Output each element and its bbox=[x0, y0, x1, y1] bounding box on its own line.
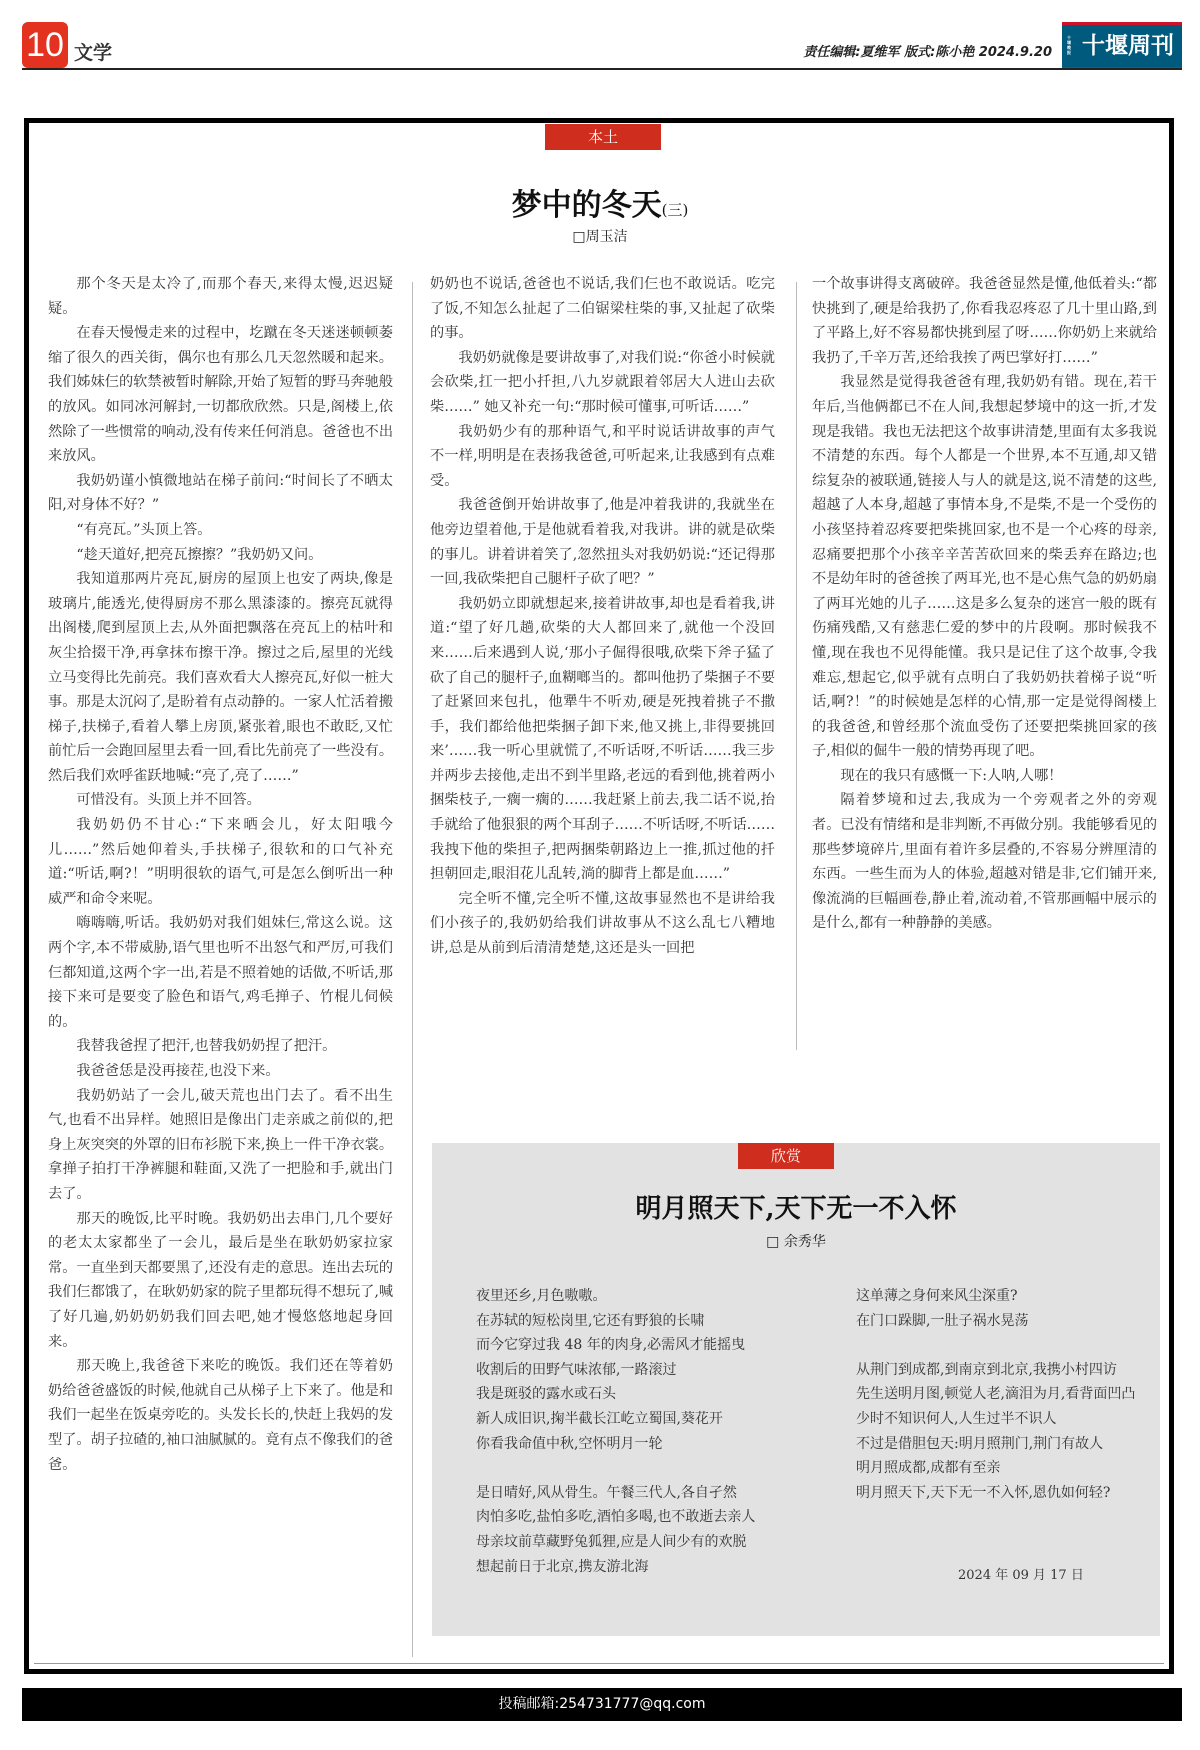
paragraph: 我爸爸倒开始讲故事了,他是冲着我讲的,我就坐在他旁边望着他,于是他就看着我,对我讲。讲的就是砍柴的事儿。讲着讲着笑了,忽然扭头对我奶奶说:“还记得那一回,我砍柴把自己腿杆子砍了吧？” bbox=[430, 497, 775, 588]
poem-line: 这单薄之身何来风尘深重? bbox=[856, 1288, 1018, 1304]
poem-line: 在门口跺脚,一肚子祸水晃荡 bbox=[856, 1312, 1029, 1329]
page-header bbox=[22, 22, 1182, 70]
article-byline: □周玉洁 bbox=[572, 229, 628, 245]
poem-title: 明月照天下,天下无一不入怀 bbox=[635, 1194, 957, 1224]
poem-line: 你看我命值中秋,空怀明月一轮 bbox=[476, 1435, 663, 1452]
logo-small-text: 十堰晚报 bbox=[1067, 35, 1071, 55]
header-divider bbox=[22, 68, 1182, 70]
page-number: 10 bbox=[22, 22, 68, 68]
article-title-part: (三) bbox=[661, 201, 689, 219]
poem-line: 而今它穿过我 48 年的肉身,必需风才能摇曳 bbox=[476, 1337, 746, 1354]
article-column-1 bbox=[48, 272, 393, 1477]
article-column-3 bbox=[812, 272, 1157, 936]
paragraph: 我替我爸捏了把汗,也替我奶奶捏了把汗。 bbox=[76, 1038, 337, 1055]
poem-line: 收割后的田野气味浓郁,一路滚过 bbox=[476, 1361, 677, 1378]
poem-line: 我是斑驳的露水或石头 bbox=[476, 1386, 616, 1403]
poem-byline: □ 余秀华 bbox=[766, 1234, 826, 1250]
paragraph: 现在的我只有感慨一下:人呐,人哪！ bbox=[840, 767, 1063, 784]
publication-logo bbox=[1062, 22, 1182, 70]
poem-line: 少时不知识何人,人生过半不识人 bbox=[856, 1410, 1057, 1427]
poem-line: 母亲坟前草藏野兔狐狸,应是人间少有的欢脱 bbox=[476, 1533, 747, 1550]
paragraph: 可惜没有。头顶上并不回答。 bbox=[76, 792, 261, 809]
paragraph: 一个故事讲得支离破碎。我爸爸显然是懂,他低着头:“都快挑到了,硬是给我扔了,你看我忍疼忍了几十里山路,到了平路上,好不容易都快挑到屋了呀……你奶奶上来就给我扔了,千辛万苦,还给我挨了两巴掌好打……” bbox=[812, 276, 1158, 366]
poem-date: 2024 年 09 月 17 日 bbox=[958, 1568, 1084, 1583]
poem-line: 想起前日于北京,携友游北海 bbox=[476, 1558, 649, 1575]
paragraph: 完全听不懂,完全听不懂,这故事显然也不是讲给我们小孩子的,我奶奶给我们讲故事从不这么乱七八糟地讲,总是从前到后清清楚楚,这还是头一回把 bbox=[430, 890, 775, 957]
editor-credits: 责任编辑:夏维军 版式:陈小艳 2024.9.20 bbox=[803, 45, 1052, 60]
paragraph: 我奶奶就像是要讲故事了,对我们说:“你爸小时候就会砍柴,扛一把小扦担,八九岁就跟着邻居大人进山去砍柴……” 她又补充一句:“那时候可懂事,可听话……” bbox=[430, 349, 775, 415]
column-divider bbox=[796, 282, 797, 1050]
submission-email: 投稿邮箱:254731777@qq.com bbox=[22, 1688, 1182, 1721]
paragraph: “趁天道好,把亮瓦擦擦？”我奶奶又问。 bbox=[76, 546, 323, 563]
poem-line: 明月照天下,天下无一不入怀,恩仇如何轻? bbox=[856, 1484, 1111, 1501]
paragraph: 隔着梦境和过去,我成为一个旁观者之外的旁观者。已没有情绪和是非判断,不再做分别。我能够看见的那些梦境碎片,里面有着许多层叠的,不容易分辨厘清的东西。一些生而为人的体验,超越对错是非,它们铺开来,像流淌的巨幅画卷,静止着,流动着,不管那画幅中展示的是什么,都有一种静静的美感。 bbox=[812, 792, 1158, 932]
poem-column-right bbox=[856, 1284, 1135, 1505]
paragraph: 我知道那两片亮瓦,厨房的屋顶上也安了两块,像是玻璃片,能透光,使得厨房不那么黑漆漆的。擦亮瓦就得出阁楼,爬到屋顶上去,从外面把飘落在亮瓦上的枯叶和灰尘拾掇干净,再拿抹布擦干净。擦过之后,屋里的光线立马变得比先前亮。我们喜欢看大人擦亮瓦,好似一桩大事。那是太沉闷了,是盼着有点动静的。一家人忙活着搬梯子,扶梯子,看着人攀上房顶,紧张着,眼也不敢眨,又忙前忙后一会跑回屋里去看一回,看比先前亮了一些没有。然后我们欢呼雀跃地喊:“亮了,亮了……” bbox=[48, 571, 394, 784]
section-tag-appreciation: 欣赏 bbox=[738, 1143, 834, 1169]
article-column-2 bbox=[430, 272, 775, 961]
paragraph: 我奶奶立即就想起来,接着讲故事,却也是看着我,讲道:“望了好几趟,砍柴的大人都回来了,就他一个没回来……后来遇到人说,‘那小子倔得很哦,砍柴下斧子猛了砍了自己的腿杆子,血糊啷当的。都叫他扔了柴捆子不要了赶紧回来包扎，他犟牛不听劝,硬是死拽着挑子不撒手，我们都给他把柴捆子卸下来,他又挑上,非得要挑回来’……我一听心里就慌了,不听话呀,不听话……我三步并两步去接他,走出不到半里路,老远的看到他,挑着两小捆柴枝子,一瘸一瘸的……我赶紧上前去,我二话不说,抬手就给了他狠狠的两个耳刮子……不听话呀,不听话……我拽下他的柴担子,把两捆柴朝路边上一推,抓过他的扦担朝回走,眼泪花儿乱转,淌的脚背上都是血……” bbox=[430, 595, 776, 883]
poem-line: 夜里还乡,月色嗷嗷。 bbox=[476, 1288, 607, 1304]
paragraph: 我奶奶站了一会儿,破天荒也出门去了。看不出生气,也看不出异样。她照旧是像出门走亲戚之前似的,把身上灰突突的外罩的旧布衫脱下来,换上一件干净衣裳。拿掸子拍打干净裤腿和鞋面,又洗了一把脸和手,就出门去了。 bbox=[48, 1087, 394, 1202]
paragraph: 我奶奶谨小慎微地站在梯子前问:“时间长了不晒太阳,对身体不好？” bbox=[48, 472, 393, 514]
poem-line: 是日晴好,风从骨生。午餐三代人,各自孑然 bbox=[476, 1484, 737, 1501]
poem-line: 肉怕多吃,盐怕多吃,酒怕多喝,也不敢逝去亲人 bbox=[476, 1509, 756, 1526]
paragraph: 嗨嗨嗨,听话。我奶奶对我们姐妹仨,常这么说。这两个字,本不带威胁,语气里也听不出怒气和严厉,可我们仨都知道,这两个字一出,若是不照着她的话做,不听话,那接下来可是要变了脸色和语气,鸡毛掸子、竹棍儿伺候的。 bbox=[48, 915, 393, 1030]
paragraph: 那天晚上,我爸爸下来吃的晚饭。我们还在等着奶奶给爸爸盛饭的时候,他就自己从梯子上下来了。他是和我们一起坐在饭桌旁吃的。头发长长的,快赶上我妈的发型了。胡子拉碴的,袖口油腻腻的。竟有点不像我们的爸爸。 bbox=[48, 1358, 394, 1473]
poem-line: 从荆门到成都,到南京到北京,我携小村四访 bbox=[856, 1361, 1117, 1378]
poem-line: 不过是借胆包天:明月照荆门,荆门有故人 bbox=[856, 1435, 1104, 1452]
paragraph: 我奶奶仍不甘心:“下来晒会儿，好太阳哦今儿……”然后她仰着头,手扶梯子,很软和的口气补充道:“听话,啊?！”明明很软的语气,可是怎么倒听出一种威严和命令来呢。 bbox=[48, 817, 393, 907]
section-name: 文学 bbox=[74, 42, 113, 64]
section-tag-local: 本土 bbox=[545, 124, 661, 150]
column-divider bbox=[412, 282, 413, 1657]
poem-column-left bbox=[476, 1284, 755, 1579]
paragraph: 我奶奶少有的那种语气,和平时说话讲故事的声气不一样,明明是在表扬我爸爸,可听起来,让我感到有点难受。 bbox=[430, 423, 775, 489]
logo-text: 十堰周刊 bbox=[1082, 32, 1174, 59]
paragraph: 那天的晚饭,比平时晚。我奶奶出去串门,几个要好的老太太家都坐了一会儿，最后是坐在耿奶奶家拉家常。一直坐到天都要黑了,还没有走的意思。连出去玩的我们仨都饿了，在耿奶奶家的院子里都玩得不想玩了,喊了好几遍,奶奶奶奶我们回去吧,她才慢悠悠地起身回来。 bbox=[48, 1210, 394, 1350]
paragraph: 奶奶也不说话,爸爸也不说话,我们仨也不敢说话。吃完了饭,不知怎么扯起了二伯锯梁柱柴的事,又扯起了砍柴的事。 bbox=[430, 276, 775, 342]
poem-line: 新人成旧识,掬半截长江屹立蜀国,葵花开 bbox=[476, 1410, 723, 1427]
paragraph: 在春天慢慢走来的过程中，圪蹴在冬天迷迷顿顿萎缩了很久的西关街，偶尔也有那么几天忽然暖和起来。我们姊妹仨的软禁被暂时解除,开始了短暂的野马奔驰般的放风。如同冰河解封,一切都欣欣然。只是,阁楼上,依然除了一些惯常的响动,没有传来任何消息。爸爸也不出来放风。 bbox=[48, 325, 394, 465]
article-title bbox=[0, 180, 1200, 224]
poem-line: 明月照成都,成都有至亲 bbox=[856, 1460, 1001, 1477]
paragraph: 我显然是觉得我爸爸有理,我奶奶有错。现在,若干年后,当他俩都已不在人间,我想起梦境中的这一折,才发现是我错。我也无法把这个故事讲清楚,里面有太多我说不清楚的东西。每个人都是一个世界,本不互通,却又错综复杂的被联通,链接人与人的就是这,说不清楚的这些,超越了人本身,超越了事情本身,不是柴,不是一个受伤的小孩坚持着忍疼要把柴挑回家,也不是一个心疼的母亲,忍痛要把那个小孩辛辛苦苦砍回来的柴丢弃在路边;也不是幼年时的爸爸挨了两耳光,也不是心焦气急的奶奶扇了两耳光她的儿子……这是多么复杂的迷宫一般的既有伤痛残酷,又有慈悲仁爱的梦中的片段啊。那时候我不懂,现在我也不见得能懂。我只是记住了这个故事,令我难忘,想起它,似乎就有点明白了我奶奶扶着梯子说“听话,啊?！”的时候她是怎样的心情,那一定是觉得阁楼上的我爸爸,和曾经那个流血受伤了还要把柴挑回家的孩子,相似的倔牛一般的情势再现了吧。 bbox=[812, 374, 1158, 760]
paragraph: “有亮瓦。”头顶上答。 bbox=[76, 521, 212, 538]
poem-line: 在苏轼的短松岗里,它还有野狼的长啸 bbox=[476, 1312, 705, 1329]
poem-line: 先生送明月图,顿觉人老,滴泪为月,看背面凹凸 bbox=[856, 1386, 1136, 1403]
paragraph: 我爸爸恁是没再接茬,也没下来。 bbox=[76, 1063, 280, 1079]
article-title-text: 梦中的冬天 bbox=[511, 188, 662, 223]
paragraph: 那个冬天是太冷了,而那个春天,来得太慢,迟迟疑疑。 bbox=[48, 276, 393, 317]
